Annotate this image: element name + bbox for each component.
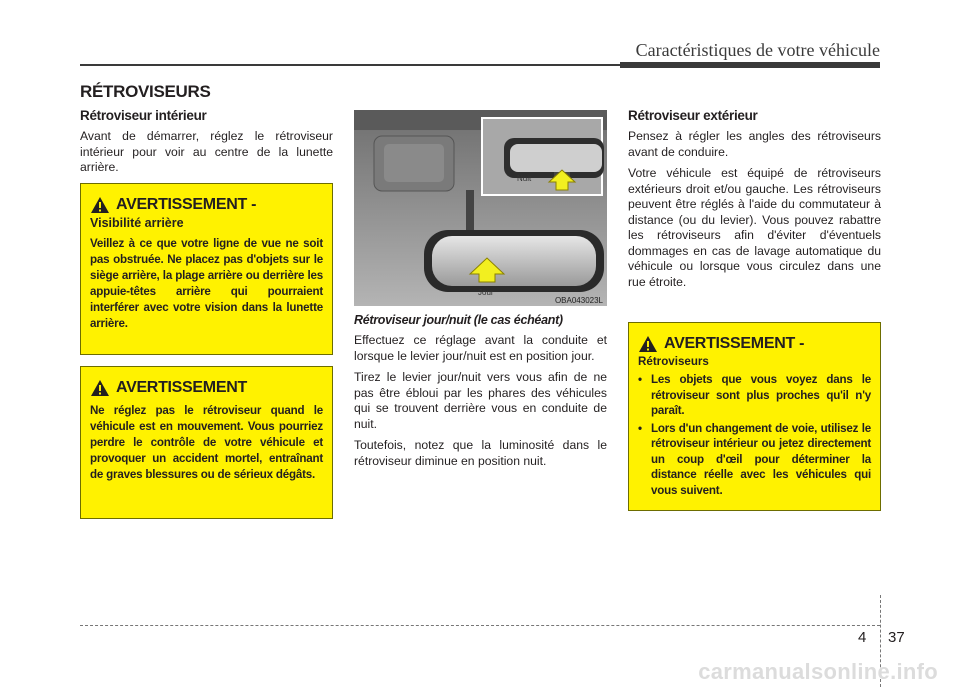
watermark: carmanualsonline.info (698, 659, 938, 684)
interior-mirror-paragraph: Avant de démarrer, réglez le rétroviseur intérieur pour voir au centre de la lunette arrière. (80, 129, 333, 174)
warning-box-rear-visibility (80, 183, 333, 355)
right-paragraph-2: Votre véhicule est équipé de rétroviseurs extérieurs droit et/ou gauche. Les rétroviseurs peuvent être réglés à l'aide du commutateur à distance (ou du levier). Vous pouvez rabattre les rétroviseurs afin d'éviter d'éventuels dommages en cas de lavage automatique du véhicule ou lorsque vous circulez dans une rue étroite. (628, 166, 881, 289)
right-column (628, 108, 881, 290)
warning-list (638, 372, 871, 498)
warning-triangle-icon (90, 379, 110, 397)
warning-title: AVERTISSEMENT - (116, 196, 257, 213)
page-number: 37 (888, 629, 905, 646)
night-label: Nuit (517, 174, 532, 183)
chapter-number: 4 (858, 629, 867, 646)
right-paragraph-1: Pensez à régler les angles des rétroviseurs avant de conduire. (628, 129, 881, 159)
section-title: RÉTROVISEURS (80, 82, 211, 101)
warning-subtitle: Visibilité arrière (90, 216, 184, 230)
warning-triangle-icon (90, 196, 110, 214)
warning-text: Veillez à ce que votre ligne de vue ne soit pas obstruée. Ne placez pas d'objets sur le siège arrière, la plage arrière ou derrière les appuie-têtes arrière qui pourraient interférer avec votre vision dans la lunette arrière. (90, 237, 323, 330)
rearview-mirror-figure (354, 110, 607, 306)
warning-box-exterior-mirrors (628, 322, 881, 511)
warning-text: Ne réglez pas le rétroviseur quand le véhicule est en mouvement. Vous pourriez perdre le contrôle de votre véhicule et provoquer un accident mortel, entraînant de graves blessures ou de sérieux dégâts. (90, 404, 323, 481)
figure-caption: Rétroviseur jour/nuit (le cas échéant) (354, 313, 563, 327)
interior-mirror-heading: Rétroviseur intérieur (80, 108, 207, 123)
day-label: Jour (478, 288, 494, 297)
warning-list-item: • Les objets que vous voyez dans le rétroviseur sont plus proches qu'il n'y paraît. (638, 372, 871, 419)
mirror-illustration (354, 110, 607, 306)
figure-code: OBA043023L (554, 296, 603, 305)
footer-rule (80, 625, 880, 626)
middle-column (354, 313, 607, 469)
header-tab (620, 62, 880, 68)
exterior-mirror-heading: Rétroviseur extérieur (628, 108, 758, 123)
chapter-title: Caractéristiques de votre véhicule (635, 40, 880, 60)
middle-paragraph-2: Tirez le levier jour/nuit vers vous afin de ne pas être ébloui par les phares des véhicules qui se trouvent derrière vous en conduite de nuit. (354, 370, 607, 431)
warning-list-item: • Lors d'un changement de voie, utilisez le rétroviseur intérieur ou jetez directement un coup d'œil pour déterminer la distance réelle avec les véhicules qui vous suivent. (638, 421, 871, 499)
warning-subtitle: Rétroviseurs (638, 355, 709, 368)
warning-triangle-icon (638, 335, 658, 353)
warning-title: AVERTISSEMENT - (664, 335, 805, 352)
middle-paragraph-3: Toutefois, notez que la luminosité dans le rétroviseur diminue en position nuit. (354, 438, 607, 468)
warning-box-mirror-adjust (80, 366, 333, 519)
left-column (80, 108, 333, 176)
warning-title: AVERTISSEMENT (116, 379, 247, 396)
middle-paragraph-1: Effectuez ce réglage avant la conduite et lorsque le levier jour/nuit est en position jour. (354, 333, 607, 363)
